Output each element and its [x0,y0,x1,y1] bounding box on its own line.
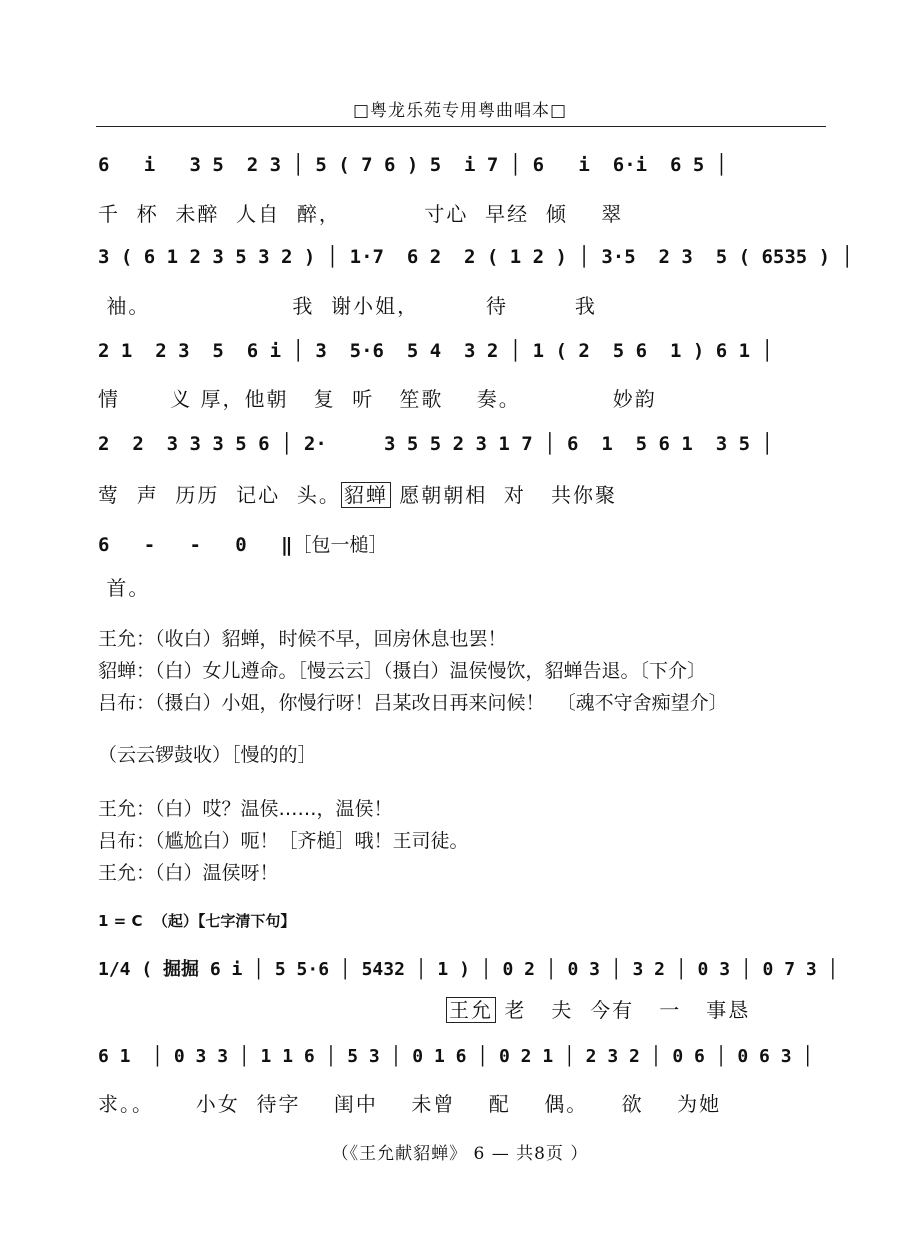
notation-line: 3 ( 6 1 2 3 5 3 2 ) │ 1·7 6 2 2 ( 1 2 ) │ 3·5 2 3 5 ( 6535 ) │ [98,246,853,268]
lyric-line: 求。。 小女 待字 闺中 未曾 配 偶。 欲 为她 [98,1092,722,1116]
dialogue-line: 王允：（白）哎？温侯……，温侯！ [98,798,393,820]
final-notes: 6 - - 0 ‖ [98,534,293,556]
lyric-segment: 愿朝朝相 对 共你聚 [390,483,618,507]
dialogue-line: 吕布：（尴尬白）呃！［齐槌］哦！王司徒。 [98,830,469,852]
header-rule [96,126,826,127]
role-label-box: 貂蝉 [341,482,391,508]
lyric-line [98,479,820,508]
tune-key: 1 = C （起）【七字清下句】 [98,912,296,930]
lyric-segment: 莺 声 历历 记心 头。 [98,483,341,507]
notation-line: 6 i 3 5 2 3 │ 5 ( 7 6 ) 5 i 7 │ 6 i 6·i 6 5 │ [98,154,728,176]
lyric-line: 情 义 厚，他朝 复 听 笙歌 奏。 妙韵 [98,387,657,411]
lyric-line: 首。 [98,576,151,600]
notation-line: 2 1 2 3 5 6 i │ 3 5·6 5 4 3 2 │ 1 ( 2 5 6 1 ) 6 1 │ [98,340,773,362]
dialogue-line: 貂蝉：（白）女儿遵命。［慢云云］（摄白）温侯慢饮，貂蝉告退。〔下介〕 [98,660,707,682]
dialogue-line: 吕布：（摄白）小姐，你慢行呀！吕某改日再来问候！ 〔魂不守舍痴望介〕 [98,692,728,714]
notation-line [98,530,820,557]
role-label-box: 王允 [446,997,496,1023]
lyric-line: 袖。 我 谢小姐， 待 我 [98,294,597,318]
notation-line: 6 1 │ 0 3 3 │ 1 1 6 │ 5 3 │ 0 1 6 │ 0 2 1 │ 2 3 2 │ 0 6 │ 0 6 3 │ [98,1046,814,1067]
page-footer: （《王允献貂蝉》 6 — 共8页 ） [331,1144,589,1164]
lyric-line [446,994,826,1023]
notation-line: 2 2 3 3 3 5 6 │ 2· 3 5 5 2 3 1 7 │ 6 1 5 6 1 3 5 │ [98,433,773,455]
dialogue-line: 王允：（白）温侯呀！ [98,862,279,884]
cue-bracket: ［包一槌］ [292,534,388,556]
dialogue-line: （云云锣鼓收）［慢的的］ [98,744,317,766]
lyric-segment: 老 夫 今有 一 事恳 [496,998,751,1022]
dialogue-line: 王允：（收白）貂蝉，时候不早，回房休息也罢！ [98,628,507,650]
lyric-line: 千 杯 未醉 人自 醉， 寸心 早经 倾 翠 [98,202,624,226]
notation-line: 1/4 ( 掘掘 6 i │ 5 5·6 │ 5432 │ 1 ) │ 0 2 │ 0 3 │ 3 2 │ 0 3 │ 0 7 3 │ [98,959,839,980]
page-header: □粤龙乐苑专用粤曲唱本□ [352,101,568,121]
